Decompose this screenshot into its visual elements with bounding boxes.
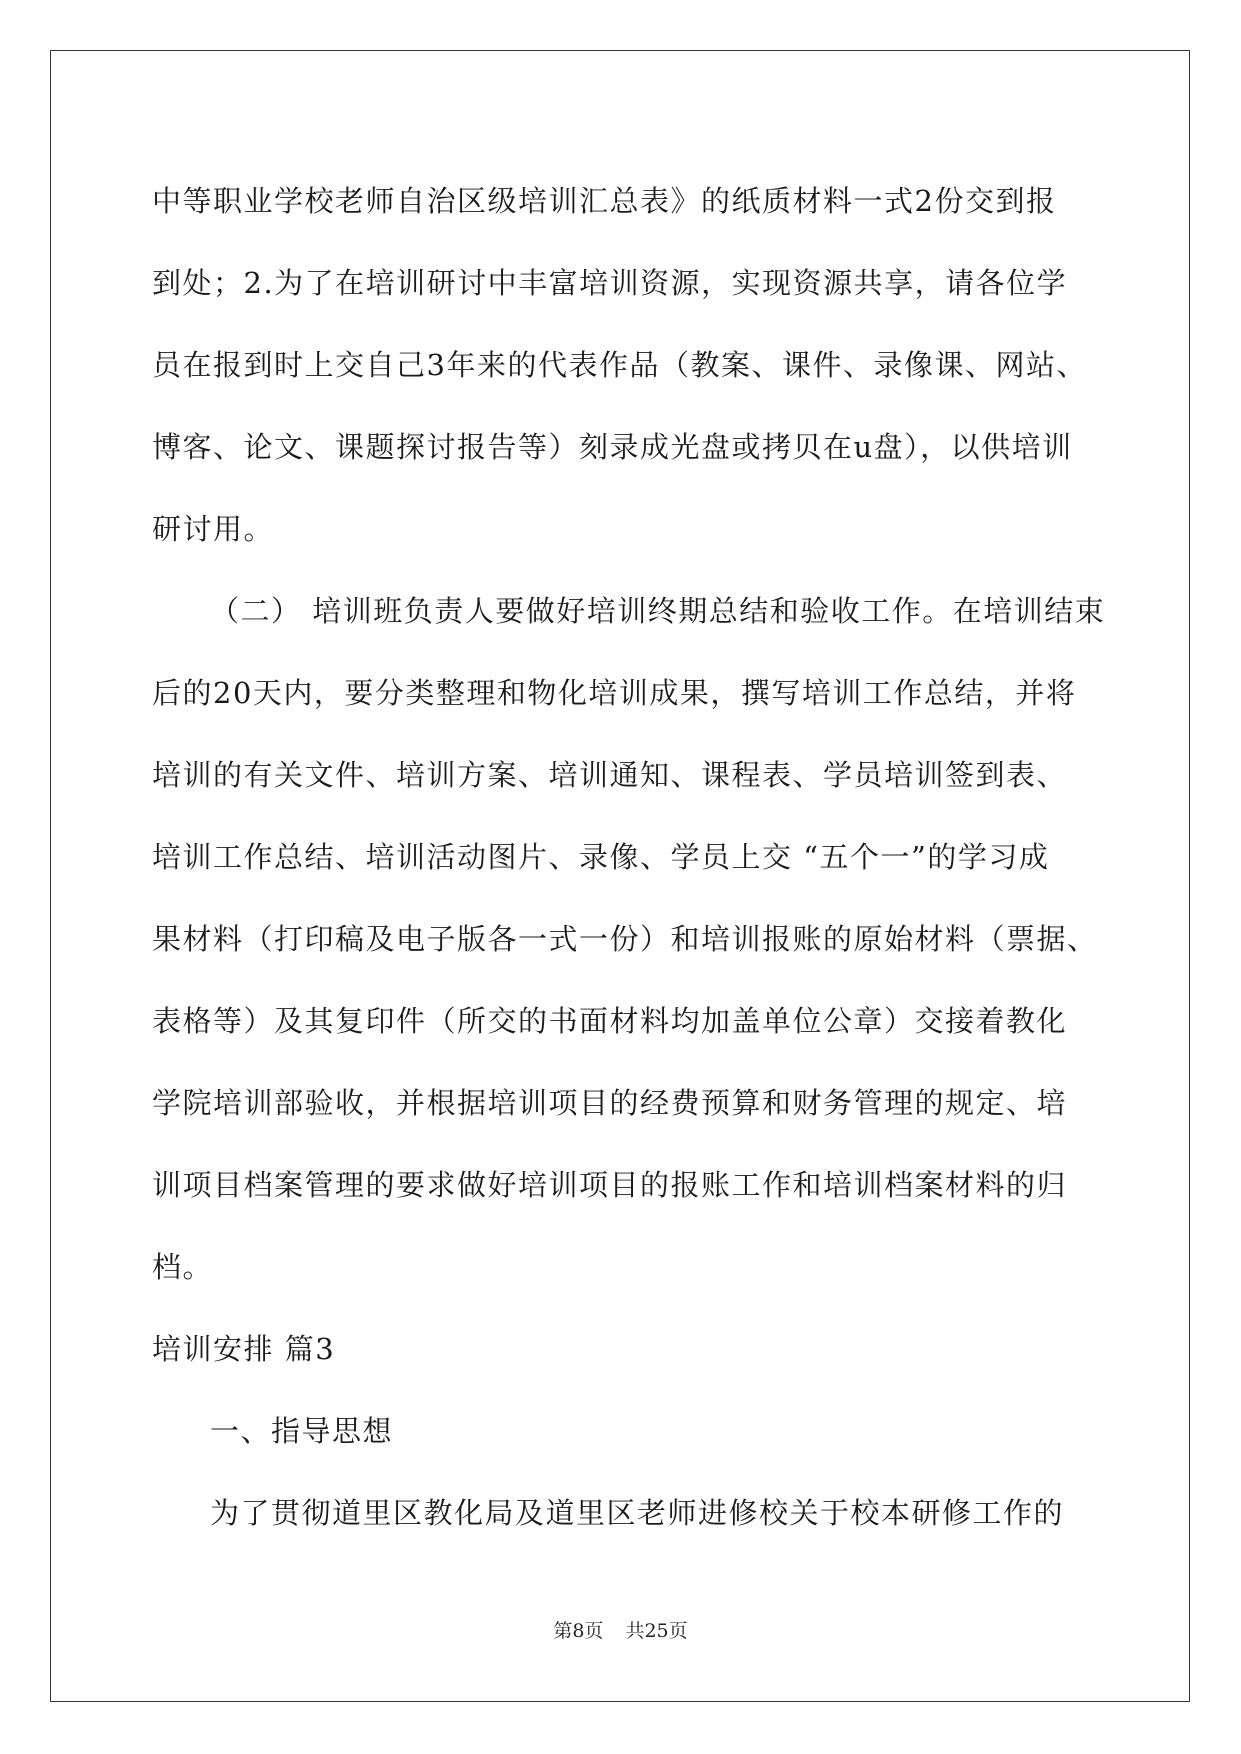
text-line-11: 表格等）及其复印件（所交的书面材料均加盖单位公章）交接着教化 xyxy=(152,1004,1068,1038)
text-line-8: 培训的有关文件、培训方案、培训通知、课程表、学员培训签到表、 xyxy=(152,758,1068,792)
section-heading: 培训安排 篇3 xyxy=(152,1332,336,1366)
text-line-4: 博客、论文、课题探讨报告等）刻录成光盘或拷贝在u盘），以供培训 xyxy=(152,430,1073,464)
text-line-9: 培训工作总结、培训活动图片、录像、学员上交 “五个一”的学习成 xyxy=(152,840,1050,874)
text-line-13: 训项目档案管理的要求做好培训项目的报账工作和培训档案材料的归 xyxy=(152,1168,1068,1202)
text-line-2: 到处；2.为了在培训研讨中丰富培训资源，实现资源共享，请各位学 xyxy=(152,266,1068,300)
page-number: 第8页 xyxy=(553,1620,604,1642)
text-line-5: 研讨用。 xyxy=(152,512,275,546)
text-line-10: 果材料（打印稿及电子版各一式一份）和培训报账的原始材料（票据、 xyxy=(152,922,1098,956)
text-line-3: 员在报到时上交自己3年来的代表作品（教案、课件、录像课、网站、 xyxy=(152,348,1087,382)
text-line-14: 档。 xyxy=(152,1250,214,1284)
subsection-heading: 一、指导思想 xyxy=(210,1414,394,1448)
page-footer xyxy=(0,1616,1241,1643)
text-line-12: 学院培训部验收，并根据培训项目的经费预算和财务管理的规定、培 xyxy=(152,1086,1068,1120)
text-line-17: 为了贯彻道里区教化局及道里区老师进修校关于校本研修工作的 xyxy=(210,1496,1065,1530)
text-line-6: （二） 培训班负责人要做好培训终期总结和验收工作。在培训结束 xyxy=(210,594,1106,628)
document-body xyxy=(152,160,1106,1554)
text-line-7: 后的20天内，要分类整理和物化培训成果，撰写培训工作总结，并将 xyxy=(152,676,1077,710)
text-line-1: 中等职业学校老师自治区级培训汇总表》的纸质材料一式2份交到报 xyxy=(152,184,1057,218)
page-total: 共25页 xyxy=(625,1620,688,1642)
